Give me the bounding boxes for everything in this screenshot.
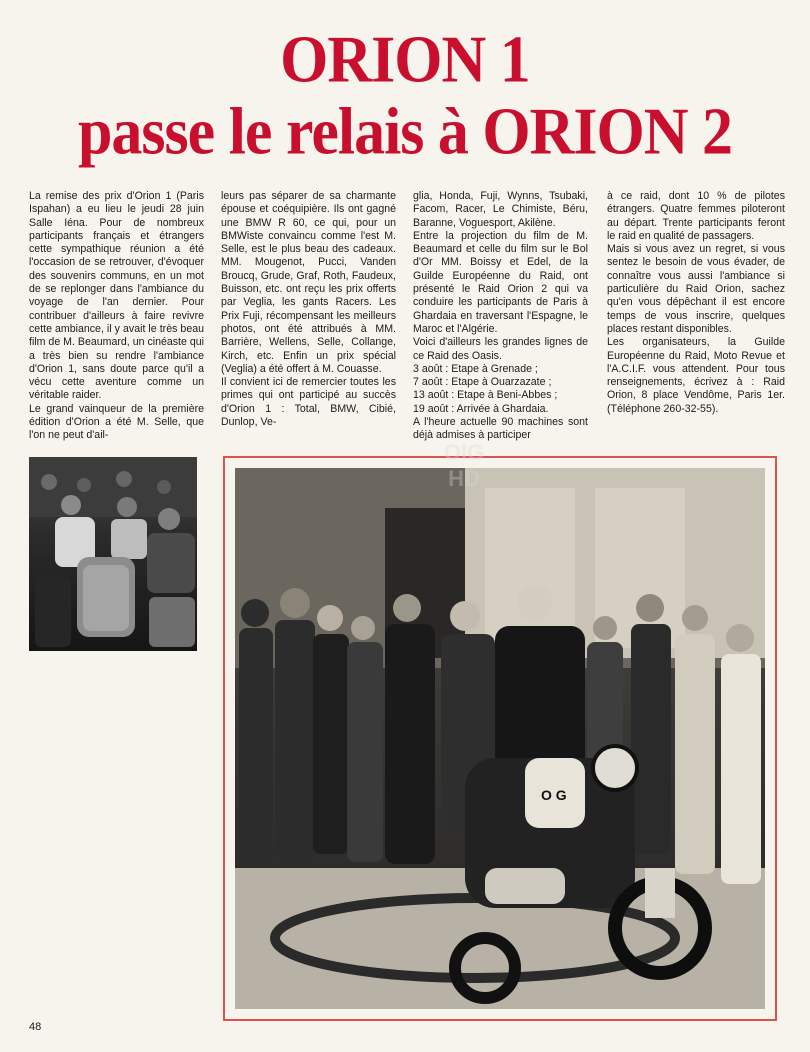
paragraph: Les organisateurs, la Guilde Européenne du Raid, Moto Revue et l'A.C.I.F. vous attendent. Pour tous renseignements, écrivez à : Raid Orion, 8 place Vendôme, Paris 1er. (Téléphone 260-32-55). [607, 336, 785, 415]
paragraph: A l'heure actuelle 90 machines sont déjà admises à participer [413, 416, 588, 442]
article-column-2 [221, 190, 396, 429]
title-line-2: passe le relais à ORION 2 [77, 95, 733, 169]
audience-photo [29, 457, 197, 651]
stage-item: 19 août : Arrivée à Ghardaia. [413, 402, 549, 415]
stage-item: 3 août : Etape à Grenade ; [413, 362, 538, 375]
article-column-3 [413, 190, 588, 443]
title-line-1: ORION 1 [280, 23, 530, 97]
paragraph: Le grand vainqueur de la première édition d'Orion a été M. Selle, que l'on ne peut d'ail- [29, 402, 204, 442]
article-column-4 [607, 190, 785, 416]
stage-item: 13 août : Etape à Beni-Abbes ; [413, 389, 558, 402]
paragraph: glia, Honda, Fuji, Wynns, Tsubaki, Facom, Racer, Le Chimiste, Béru, Baranne, Voguesport, Akilène. [413, 190, 588, 229]
motorcycle-crowd-photo [235, 468, 765, 1009]
paragraph: à ce raid, dont 10 % de pilotes étrangers. Quatre femmes piloteront au départ. Trente participants feront le raid en qualité de passagers. [607, 190, 785, 242]
paragraph: Voici d'ailleurs les grandes lignes de ce Raid des Oasis. [413, 336, 588, 362]
paragraph: Entre la projection du film de M. Beaumard et celle du film sur le Bol d'Or MM. Boissy et Edel, de la Guilde Européenne du Raid, ont présenté le Raid Orion 2 qui va conduire les participants de Paris à Ghardaia en traversant l'Espagne, le Maroc et l'Algérie. [413, 229, 588, 335]
page-number: 48 [29, 1021, 42, 1033]
plate-text: O G [541, 787, 567, 803]
paragraph: La remise des prix d'Orion 1 (Paris Ispahan) a eu lieu le jeudi 28 juin Salle Iéna. Pour de nombreux participants français et étrangers cette sympathique réunion a été l'occasion de se retrouver, d'évoquer des souvenirs communs, en un mot de se replonger dans l'ambiance du voyage de l'an dernier. Pour contribuer d'ailleurs à faire revivre cette ambiance, il y avait le très beau film de M. Beaumard, un cinéaste qui a très bien su rendre l'ambiance d'Orion 1, sans doute parce qu'il a vécu cette aventure comme un véritable raider. [29, 190, 204, 402]
paragraph: Il convient ici de remercier toutes les primes qui ont participé au succès d'Orion 1 : Total, BMW, Cibié, Dunlop, Ve- [221, 376, 396, 429]
watermark-logo [424, 440, 504, 520]
watermark-line-1: OIG [443, 440, 485, 465]
stage-item: 7 août : Etape à Ouarzazate ; [413, 376, 552, 389]
watermark-line-2: HD [448, 466, 480, 491]
motorcycle-crowd-photo-icon [235, 468, 765, 1009]
audience-photo-icon [29, 457, 197, 651]
photo-frame [223, 456, 777, 1021]
article-column-1 [29, 190, 204, 443]
paragraph: Mais si vous avez un regret, si vous sentez le besoin de vous évader, de connaître vous aussi l'ambiance si particulière du Raid Orion, sachez qu'en vous dépêchant il est encore temps de vous inscrire, quelques places restant disponibles. [607, 243, 785, 335]
paragraph: leurs pas séparer de sa charmante épouse et coéquipière. Ils ont gagné une BMW R 60, ce qui, pour un BMWiste convaincu comme l'est M. Selle, est le plus beau des cadeaux. MM. Mougenot, Pucci, Vanden Broucq, Grude, Graf, Roth, Faudeux, Buisson, etc. ont reçu les prix offerts par Veglia, les gants Racers. Les Prix Fuji, récompensant les meilleurs photos, ont été attribués à MM. Barrière, Wellens, Selle, Collange, Kirch, etc. Enfin un prix spécial (Veglia) a été offert à M. Couasse. [221, 190, 396, 375]
